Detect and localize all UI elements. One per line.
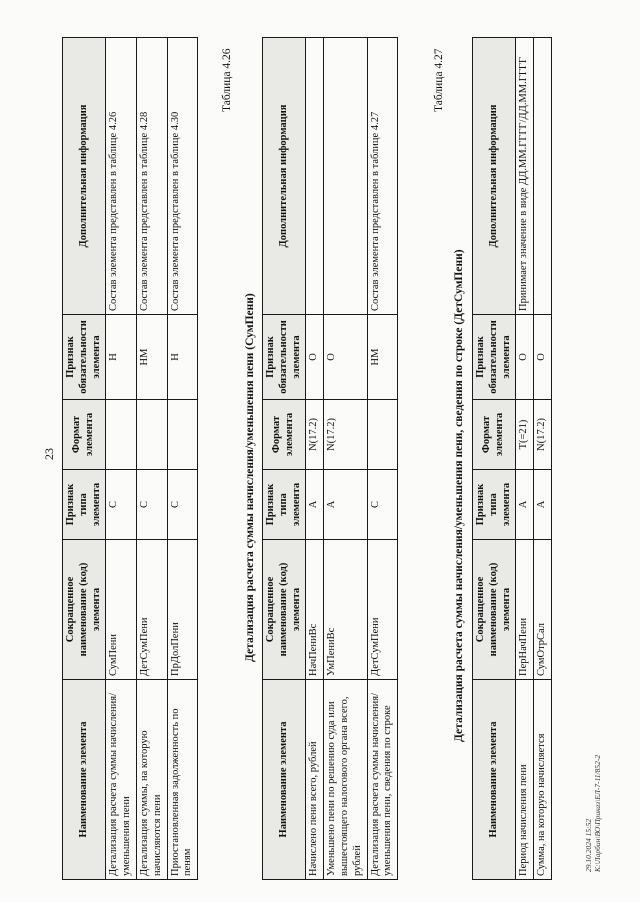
cell: С xyxy=(136,470,167,540)
cell: Н xyxy=(106,315,137,400)
col-header: Наименование элемента xyxy=(63,680,106,880)
cell: А xyxy=(516,470,534,540)
col-header: Признак обязательности элемента xyxy=(263,315,306,400)
cell: Сумма, на которую начисляется xyxy=(534,680,552,880)
col-header: Признак обязательности элемента xyxy=(473,315,516,400)
table-title: Детализация расчета суммы начисления/уменьшения пени (СумПени) xyxy=(244,293,256,662)
cell: НМ xyxy=(136,315,167,400)
col-header: Формат элемента xyxy=(63,400,106,470)
table-row xyxy=(324,38,367,880)
header-row xyxy=(263,38,306,880)
col-header: Признак типа элемента xyxy=(63,470,106,540)
table-row xyxy=(367,38,398,880)
cell: ПрДолПени xyxy=(167,540,198,680)
cell xyxy=(324,38,367,315)
col-header: Признак типа элемента xyxy=(263,470,306,540)
cell: НМ xyxy=(367,315,398,400)
col-header: Дополнительная информация xyxy=(473,38,516,315)
col-header: Наименование элемента xyxy=(473,680,516,880)
col-header: Сокращенное наименование (код) элемента xyxy=(63,540,106,680)
cell: О xyxy=(534,315,552,400)
col-header: Сокращенное наименование (код) элемента xyxy=(263,540,306,680)
table-row xyxy=(534,38,552,880)
cell: А xyxy=(306,470,324,540)
cell: N(17.2) xyxy=(534,400,552,470)
cell: А xyxy=(534,470,552,540)
cell: Уменьшено пени по решению суда или вышестоящего налогового органа всего, рублей xyxy=(324,680,367,880)
table-row xyxy=(136,38,167,880)
table-row xyxy=(167,38,198,880)
cell xyxy=(106,400,137,470)
table-4-27 xyxy=(472,37,552,880)
cell: О xyxy=(324,315,367,400)
cell: N(17.2) xyxy=(324,400,367,470)
cell xyxy=(306,38,324,315)
cell: Детализация расчета суммы начисления/уменьшения пени xyxy=(106,680,137,880)
table-row xyxy=(516,38,534,880)
col-header: Сокращенное наименование (код) элемента xyxy=(473,540,516,680)
table-row xyxy=(106,38,137,880)
cell: Состав элемента представлен в таблице 4.27 xyxy=(367,38,398,315)
stamp-date: 29.10.2024 15:52 xyxy=(584,818,593,872)
cell: С xyxy=(106,470,137,540)
cell: N(17.2) xyxy=(306,400,324,470)
cell: T(=21) xyxy=(516,400,534,470)
header-row xyxy=(63,38,106,880)
col-header: Дополнительная информация xyxy=(63,38,106,315)
table-title: Детализация расчета суммы начисления/уменьшения пени, сведения по строке (ДетСумПени) xyxy=(453,249,465,742)
col-header: Наименование элемента xyxy=(263,680,306,880)
cell xyxy=(367,400,398,470)
cell: ДетСумПени xyxy=(136,540,167,680)
cell: О xyxy=(516,315,534,400)
cell: СумОтрСал xyxy=(534,540,552,680)
cell: Приостановленная задолженность по пеням xyxy=(167,680,198,880)
cell: Период начисления пени xyxy=(516,680,534,880)
cell: Состав элемента представлен в таблице 4.26 xyxy=(106,38,137,315)
cell: Принимает значение в виде ДД.ММ.ГГГГ/ДД.ММ.ГГГГ xyxy=(516,38,534,315)
cell: Детализация суммы, на которую начисляются пени xyxy=(136,680,167,880)
col-header: Признак обязательности элемента xyxy=(63,315,106,400)
cell: Состав элемента представлен в таблице 4.28 xyxy=(136,38,167,315)
stamp-path: К:\Ларбин\ВО\Приказ\ЕЛ-7-11/852-2 xyxy=(593,754,603,872)
file-stamp xyxy=(584,755,603,872)
cell: НачПениВс xyxy=(306,540,324,680)
col-header: Формат элемента xyxy=(263,400,306,470)
col-header: Признак типа элемента xyxy=(473,470,516,540)
col-header: Формат элемента xyxy=(473,400,516,470)
cell: СумПени xyxy=(106,540,137,680)
cell: Детализация расчета суммы начисления/уменьшения пени, сведения по строке xyxy=(367,680,398,880)
cell xyxy=(534,38,552,315)
page-number: 23 xyxy=(42,448,56,460)
header-row xyxy=(473,38,516,880)
cell: Состав элемента представлен в таблице 4.30 xyxy=(167,38,198,315)
col-header: Дополнительная информация xyxy=(263,38,306,315)
cell: С xyxy=(167,470,198,540)
table-elements xyxy=(62,37,198,880)
cell: Н xyxy=(167,315,198,400)
table-number: Таблица 4.27 xyxy=(433,48,445,112)
cell: Начислено пени всего, рублей xyxy=(306,680,324,880)
cell: ДетСумПени xyxy=(367,540,398,680)
table-number: Таблица 4.26 xyxy=(221,48,233,112)
cell: ПерНачПени xyxy=(516,540,534,680)
table-4-26 xyxy=(262,37,398,880)
cell: УмПениВс xyxy=(324,540,367,680)
cell: А xyxy=(324,470,367,540)
cell: О xyxy=(306,315,324,400)
cell xyxy=(167,400,198,470)
cell: С xyxy=(367,470,398,540)
table-row xyxy=(306,38,324,880)
cell xyxy=(136,400,167,470)
